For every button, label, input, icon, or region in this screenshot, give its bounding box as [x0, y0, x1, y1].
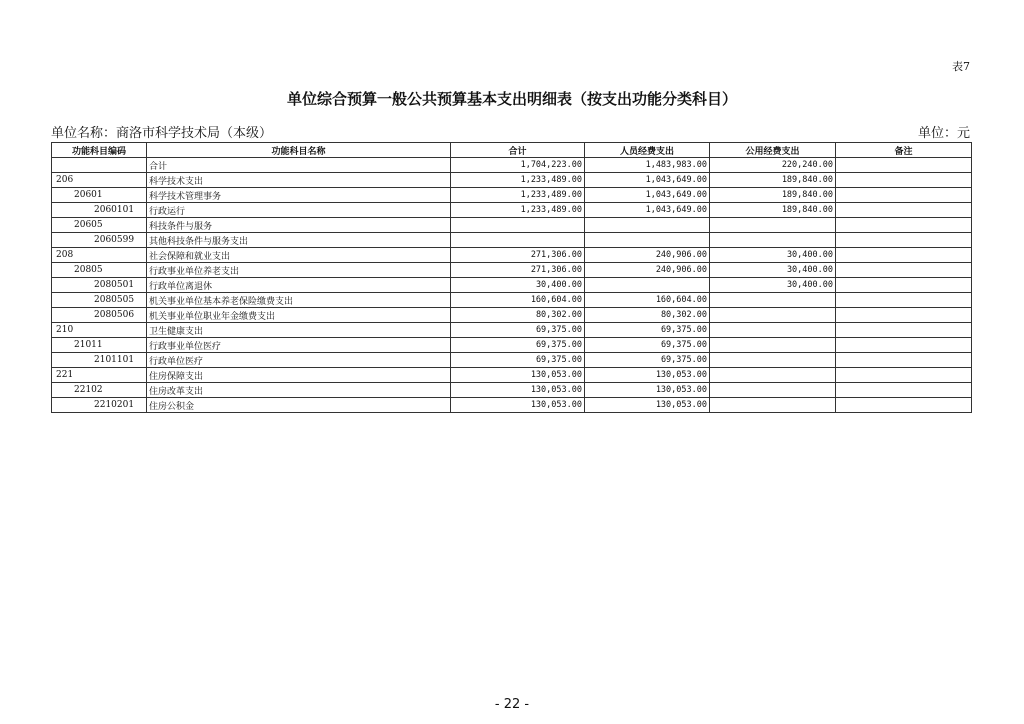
cell-personnel-expense: 1,043,649.00: [585, 203, 710, 218]
table-row: [52, 383, 972, 398]
cell-note: [836, 278, 972, 293]
table-row: [52, 293, 972, 308]
document-title: 单位综合预算一般公共预算基本支出明细表（按支出功能分类科目）: [286, 90, 737, 108]
cell-note: [836, 323, 972, 338]
cell-note: [836, 248, 972, 263]
cell-personnel-expense: 240,906.00: [585, 248, 710, 263]
cell-personnel-expense: 69,375.00: [585, 353, 710, 368]
cell-function-code: 2101101: [52, 353, 147, 368]
cell-personnel-expense: 69,375.00: [585, 323, 710, 338]
cell-public-expense: 189,840.00: [710, 188, 836, 203]
cell-function-name: 住房公积金: [147, 398, 451, 413]
cell-personnel-expense: [585, 218, 710, 233]
table-row: [52, 398, 972, 413]
cell-function-name: 行政事业单位医疗: [147, 338, 451, 353]
column-header-personnel: 人员经费支出: [585, 143, 710, 158]
cell-public-expense: [710, 383, 836, 398]
cell-note: [836, 353, 972, 368]
table-row: [52, 248, 972, 263]
cell-total: 130,053.00: [451, 398, 585, 413]
cell-public-expense: [710, 338, 836, 353]
cell-function-name: 合计: [147, 158, 451, 173]
cell-public-expense: 30,400.00: [710, 248, 836, 263]
cell-function-name: 行政单位医疗: [147, 353, 451, 368]
cell-note: [836, 293, 972, 308]
cell-function-code: 20605: [52, 218, 147, 233]
column-header-public: 公用经费支出: [710, 143, 836, 158]
cell-public-expense: 220,240.00: [710, 158, 836, 173]
cell-personnel-expense: 130,053.00: [585, 368, 710, 383]
cell-note: [836, 368, 972, 383]
cell-personnel-expense: 240,906.00: [585, 263, 710, 278]
cell-public-expense: 189,840.00: [710, 173, 836, 188]
cell-function-code: 210: [52, 323, 147, 338]
cell-total: [451, 218, 585, 233]
table-row: [52, 338, 972, 353]
cell-function-code: 208: [52, 248, 147, 263]
cell-total: 130,053.00: [451, 368, 585, 383]
table-row: [52, 218, 972, 233]
cell-note: [836, 218, 972, 233]
table-row: [52, 308, 972, 323]
column-header-total: 合计: [451, 143, 585, 158]
cell-function-name: 其他科技条件与服务支出: [147, 233, 451, 248]
cell-note: [836, 383, 972, 398]
table-row: [52, 368, 972, 383]
cell-function-code: 2060599: [52, 233, 147, 248]
cell-total: 160,604.00: [451, 293, 585, 308]
table-header-row: [52, 143, 972, 158]
cell-public-expense: 30,400.00: [710, 263, 836, 278]
cell-public-expense: 30,400.00: [710, 278, 836, 293]
cell-function-code: 20805: [52, 263, 147, 278]
page-number: - 22 -: [494, 697, 530, 712]
cell-public-expense: [710, 353, 836, 368]
cell-note: [836, 158, 972, 173]
cell-total: 1,233,489.00: [451, 203, 585, 218]
cell-personnel-expense: 1,043,649.00: [585, 173, 710, 188]
cell-total: 1,233,489.00: [451, 188, 585, 203]
table-number: 表7: [952, 60, 970, 73]
cell-function-code: 206: [52, 173, 147, 188]
cell-personnel-expense: 130,053.00: [585, 398, 710, 413]
cell-function-name: 科学技术支出: [147, 173, 451, 188]
table-row: [52, 353, 972, 368]
cell-total: 69,375.00: [451, 353, 585, 368]
column-header-name: 功能科目名称: [147, 143, 451, 158]
table-row: [52, 158, 972, 173]
budget-table: [51, 142, 972, 413]
cell-total: 30,400.00: [451, 278, 585, 293]
cell-personnel-expense: 1,043,649.00: [585, 188, 710, 203]
cell-function-code: 2060101: [52, 203, 147, 218]
cell-note: [836, 338, 972, 353]
cell-function-code: 2080505: [52, 293, 147, 308]
column-header-code: 功能科目编码: [52, 143, 147, 158]
cell-total: 1,704,223.00: [451, 158, 585, 173]
table-row: [52, 188, 972, 203]
cell-total: 69,375.00: [451, 323, 585, 338]
cell-function-code: [52, 158, 147, 173]
cell-public-expense: [710, 233, 836, 248]
table-row: [52, 173, 972, 188]
table-row: [52, 203, 972, 218]
cell-personnel-expense: [585, 278, 710, 293]
cell-function-name: 住房保障支出: [147, 368, 451, 383]
cell-function-name: 科学技术管理事务: [147, 188, 451, 203]
cell-note: [836, 188, 972, 203]
table-row: [52, 323, 972, 338]
cell-public-expense: [710, 293, 836, 308]
cell-total: 130,053.00: [451, 383, 585, 398]
cell-public-expense: [710, 398, 836, 413]
cell-note: [836, 233, 972, 248]
cell-function-name: 科技条件与服务: [147, 218, 451, 233]
cell-public-expense: 189,840.00: [710, 203, 836, 218]
table-row: [52, 263, 972, 278]
cell-total: 1,233,489.00: [451, 173, 585, 188]
cell-function-name: 卫生健康支出: [147, 323, 451, 338]
cell-note: [836, 308, 972, 323]
cell-public-expense: [710, 218, 836, 233]
cell-note: [836, 398, 972, 413]
cell-total: 69,375.00: [451, 338, 585, 353]
cell-total: 80,302.00: [451, 308, 585, 323]
cell-function-code: 2210201: [52, 398, 147, 413]
column-header-note: 备注: [836, 143, 972, 158]
cell-function-name: 住房改革支出: [147, 383, 451, 398]
cell-personnel-expense: 69,375.00: [585, 338, 710, 353]
cell-note: [836, 173, 972, 188]
cell-total: [451, 233, 585, 248]
cell-function-name: 行政单位离退休: [147, 278, 451, 293]
cell-function-code: 20601: [52, 188, 147, 203]
cell-personnel-expense: 160,604.00: [585, 293, 710, 308]
cell-function-name: 机关事业单位职业年金缴费支出: [147, 308, 451, 323]
cell-personnel-expense: 80,302.00: [585, 308, 710, 323]
unit-name: 单位名称：商洛市科学技术局（本级）: [51, 126, 273, 141]
cell-personnel-expense: 1,483,983.00: [585, 158, 710, 173]
cell-note: [836, 203, 972, 218]
cell-personnel-expense: [585, 233, 710, 248]
cell-function-name: 社会保障和就业支出: [147, 248, 451, 263]
cell-public-expense: [710, 308, 836, 323]
table-body: [52, 158, 972, 413]
cell-total: 271,306.00: [451, 248, 585, 263]
cell-function-name: 机关事业单位基本养老保险缴费支出: [147, 293, 451, 308]
cell-public-expense: [710, 323, 836, 338]
cell-function-code: 221: [52, 368, 147, 383]
cell-function-code: 22102: [52, 383, 147, 398]
cell-total: 271,306.00: [451, 263, 585, 278]
cell-note: [836, 263, 972, 278]
cell-function-code: 21011: [52, 338, 147, 353]
cell-function-name: 行政运行: [147, 203, 451, 218]
cell-personnel-expense: 130,053.00: [585, 383, 710, 398]
table-row: [52, 278, 972, 293]
cell-public-expense: [710, 368, 836, 383]
currency-unit: 单位：元: [917, 126, 970, 141]
table-row: [52, 233, 972, 248]
cell-function-name: 行政事业单位养老支出: [147, 263, 451, 278]
cell-function-code: 2080506: [52, 308, 147, 323]
cell-function-code: 2080501: [52, 278, 147, 293]
